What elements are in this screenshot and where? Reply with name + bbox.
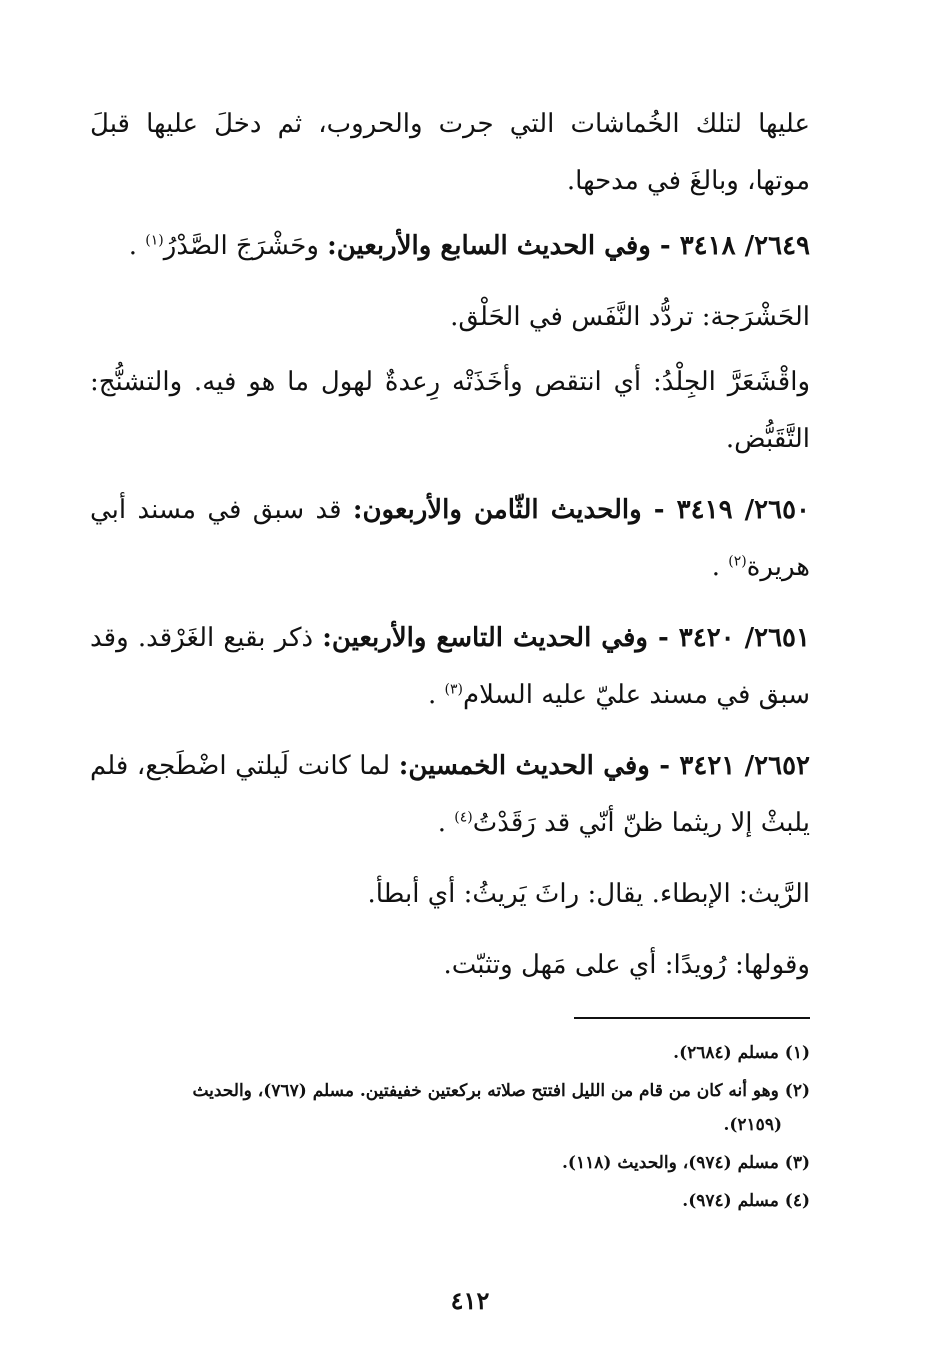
paragraph-text: عليها لتلك الخُماشات التي جرت والحروب، ثم دخلَ عليها قبلَ موتها، وبالغَ في مدحها. <box>90 109 810 196</box>
footnote-text: وهو أنه كان من قام من الليل افتتح صلاته بركعتين خفيفتين. مسلم (٧٦٧)، والحديث <box>192 1081 779 1101</box>
hadith-tail: . <box>711 552 729 582</box>
footnote-ref: (٤) <box>454 809 473 826</box>
footnote-1 <box>90 1036 810 1070</box>
main-text <box>90 96 810 1008</box>
footnote-4 <box>90 1184 810 1218</box>
footnotes <box>90 1036 810 1222</box>
definition-text: الحَشْرَجة: تردُّد النَّفَس في الحَلْق. <box>450 302 810 332</box>
footnote-number: (١) <box>784 1043 810 1063</box>
footnote-text: مسلم (٩٧٤)، والحديث (١١٨). <box>562 1153 779 1173</box>
definition-text: الرَّيث: الإبطاء. يقال: راثَ يَريثُ: أي أبطأ. <box>367 879 810 909</box>
footnote-number: (٢) <box>784 1081 810 1101</box>
footnote-text: مسلم (٩٧٤). <box>682 1191 779 1211</box>
hadith-heading: ٢٦٥١/ ٣٤٢٠ - وفي الحديث التاسع والأربعين: <box>322 623 810 653</box>
hadith-entry-2649 <box>90 218 810 275</box>
page-number: ٤١٢ <box>450 1286 490 1315</box>
hadith-heading: ٢٦٥٢/ ٣٤٢١ - وفي الحديث الخمسين: <box>398 751 810 781</box>
footnote-ref: (١) <box>145 232 164 249</box>
footnote-3 <box>90 1146 810 1180</box>
hadith-tail: . <box>128 231 146 261</box>
hadith-text: قد سبق في مسند أبي هريرة <box>90 495 810 582</box>
definition-text: واقْشَعَرَّ الجِلْدُ: أي انتقص وأخَذَتْه رِعدةٌ لهول ما هو فيه. والتشنُّج: التَّقَبُّض. <box>90 367 810 454</box>
hadith-entry-2652 <box>90 738 810 852</box>
footnote-number: (٤) <box>784 1191 810 1211</box>
hadith-text: لما كانت لَيلتي اضْطَجع، فلم يلبثْ إلا ريثما ظنّ أنّي قد رَقَدْتُ <box>90 751 810 838</box>
definition-ruwaydan <box>90 937 810 994</box>
hadith-heading: ٢٦٤٩/ ٣٤١٨ - وفي الحديث السابع والأربعين: <box>327 231 810 261</box>
footnote-2 <box>90 1074 810 1142</box>
footnote-ref: (٢) <box>728 553 747 570</box>
hadith-text: وحَشْرَجَ الصَّدْرُ <box>163 231 328 261</box>
hadith-tail: . <box>437 808 455 838</box>
footnote-divider <box>574 1017 810 1019</box>
footnote-ref: (٣) <box>444 681 463 698</box>
definition-rayth <box>90 866 810 923</box>
definition-iqsharra <box>90 354 810 468</box>
definition-text: وقولها: رُويدًا: أي على مَهل وتثبّت. <box>443 950 810 980</box>
hadith-entry-2650 <box>90 482 810 596</box>
hadith-entry-2651 <box>90 610 810 724</box>
footnote-text: مسلم (٢٦٨٤). <box>673 1043 779 1063</box>
paragraph <box>90 96 810 210</box>
hadith-tail: . <box>427 680 445 710</box>
definition-hashraja <box>90 289 810 346</box>
hadith-text: ذكر بقيع الغَرْقد. وقد سبق في مسند عليّ عليه السلام <box>90 623 810 710</box>
hadith-heading: ٢٦٥٠/ ٣٤١٩ - والحديث الثّامن والأربعون: <box>352 495 810 525</box>
footnote-number: (٣) <box>784 1153 810 1173</box>
footnote-continuation: (٢١٥٩). <box>723 1115 782 1135</box>
